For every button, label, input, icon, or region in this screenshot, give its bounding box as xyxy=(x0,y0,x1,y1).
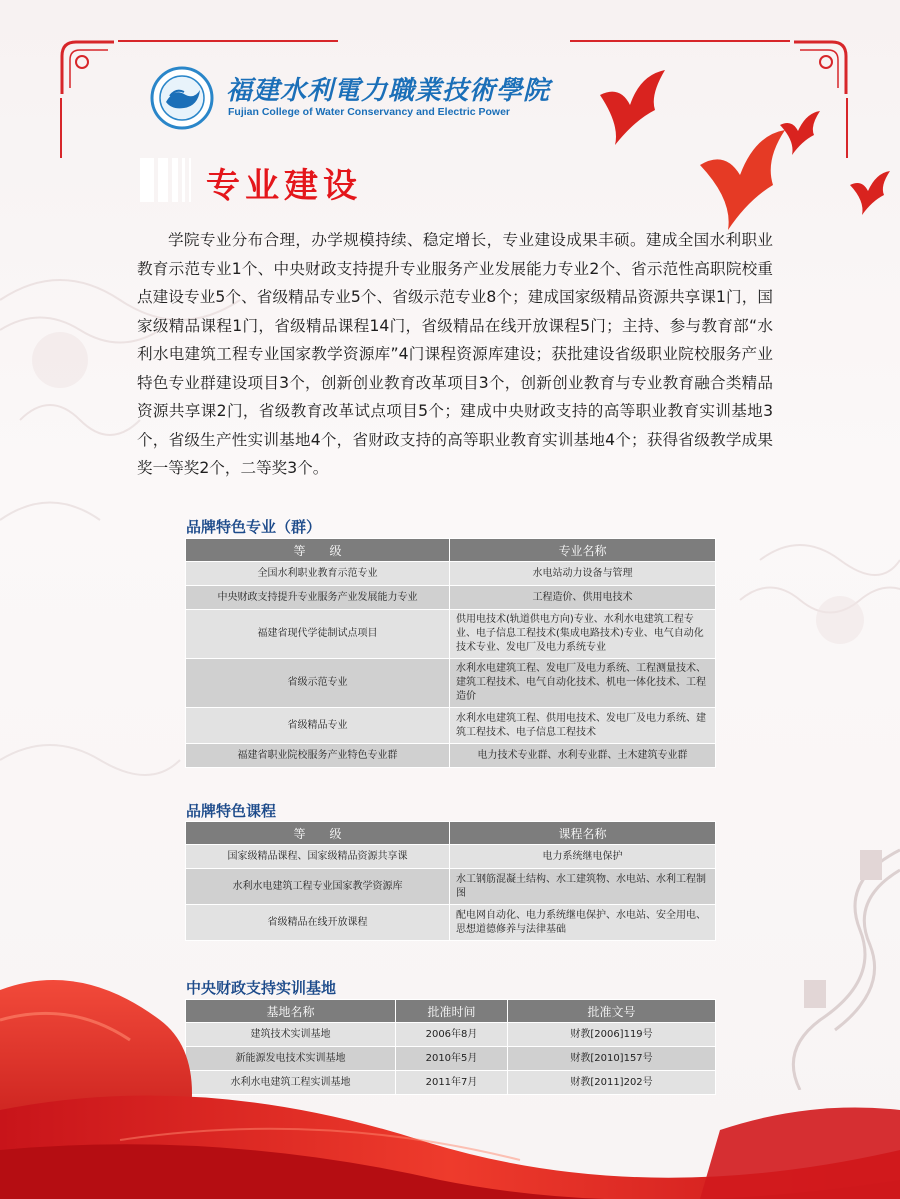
table-header-cell: 课程名称 xyxy=(450,822,716,845)
level-cell: 福建省现代学徒制试点项目 xyxy=(186,610,450,659)
brand-courses-table xyxy=(185,821,716,941)
table-header-cell: 等 级 xyxy=(186,539,450,562)
page-title: 专业建设 xyxy=(206,166,362,206)
title-bars-icon xyxy=(140,158,204,202)
top-border-line-left xyxy=(118,40,338,42)
table-header-row xyxy=(186,822,716,845)
brand-courses-title: 品牌特色课程 xyxy=(186,802,277,820)
course-cell: 电力系统继电保护 xyxy=(450,845,716,869)
approval-doc-cell: 财教[2011]202号 xyxy=(508,1071,716,1095)
table-row xyxy=(186,708,716,744)
level-cell: 中央财政支持提升专业服务产业发展能力专业 xyxy=(186,586,450,610)
training-bases-title: 中央财政支持实训基地 xyxy=(186,979,337,997)
approval-date-cell: 2011年7月 xyxy=(396,1071,508,1095)
page-title-block xyxy=(140,156,390,206)
level-cell: 省级精品在线开放课程 xyxy=(186,905,450,941)
level-cell: 福建省职业院校服务产业特色专业群 xyxy=(186,744,450,768)
base-name-cell: 新能源发电技术实训基地 xyxy=(186,1047,396,1071)
college-emblem-icon xyxy=(150,66,214,130)
approval-doc-cell: 财教[2010]157号 xyxy=(508,1047,716,1071)
approval-doc-cell: 财教[2006]119号 xyxy=(508,1023,716,1047)
level-cell: 省级精品专业 xyxy=(186,708,450,744)
table-header-cell: 批准文号 xyxy=(508,1000,716,1023)
table-header-cell: 基地名称 xyxy=(186,1000,396,1023)
table-header-row xyxy=(186,539,716,562)
table-row xyxy=(186,845,716,869)
course-cell: 配电网自动化、电力系统继电保护、水电站、安全用电、思想道德修养与法律基础 xyxy=(450,905,716,941)
table-row xyxy=(186,869,716,905)
college-name-en: Fujian College of Water Conservancy and Electric Power xyxy=(228,106,511,118)
table-row xyxy=(186,586,716,610)
table-row xyxy=(186,659,716,708)
intro-paragraph: 学院专业分布合理，办学规模持续、稳定增长，专业建设成果丰硕。建成全国水利职业教育示范专业1个、中央财政支持提升专业服务产业发展能力专业2个、省示范性高职院校重点建设专业5个、省级精品专业5个、省级示范专业8个；建成国家级精品资源共享课1门，国家级精品课程1门，省级精品课程14门，省级精品在线开放课程5门；主持、参与教育部“水利水电建筑工程专业国家教学资源库”4门课程资源库建设；获批建设省级职业院校服务产业特色专业群建设项目3个，创新创业教育改革项目3个，创新创业教育与专业教育融合类精品资源共享课2门，省级教育改革试点项目5个；建成中央财政支持的高等职业教育实训基地3个，省级生产性实训基地4个，省财政支持的高等职业教育实训基地4个；获得省级教学成果奖一等奖2个，二等奖3个。 xyxy=(137,231,773,477)
level-cell: 全国水利职业教育示范专业 xyxy=(186,562,450,586)
table-row xyxy=(186,562,716,586)
red-ribbon-decoration xyxy=(0,960,900,1199)
level-cell: 国家级精品课程、国家级精品资源共享课 xyxy=(186,845,450,869)
table-header-cell: 专业名称 xyxy=(450,539,716,562)
college-logo xyxy=(150,64,551,134)
left-border-line xyxy=(60,98,62,158)
base-name-cell: 建筑技术实训基地 xyxy=(186,1023,396,1047)
corner-ornament-left-icon xyxy=(58,38,118,98)
level-cell: 省级示范专业 xyxy=(186,659,450,708)
base-name-cell: 水利水电建筑工程实训基地 xyxy=(186,1071,396,1095)
top-border-line-right xyxy=(570,40,790,42)
table-row xyxy=(186,744,716,768)
table-header-cell: 等 级 xyxy=(186,822,450,845)
college-name-cn: 福建水利電力職業技術學院 xyxy=(226,76,551,106)
approval-date-cell: 2010年5月 xyxy=(396,1047,508,1071)
major-cell: 工程造价、供用电技术 xyxy=(450,586,716,610)
course-cell: 水工钢筋混凝土结构、水工建筑物、水电站、水利工程制图 xyxy=(450,869,716,905)
major-cell: 水利水电建筑工程、发电厂及电力系统、工程测量技术、建筑工程技术、电气自动化技术、机电一体化技术、工程造价 xyxy=(450,659,716,708)
major-cell: 水利水电建筑工程、供用电技术、发电厂及电力系统、建筑工程技术、电子信息工程技术 xyxy=(450,708,716,744)
flying-doves-icon xyxy=(570,55,900,235)
major-cell: 水电站动力设备与管理 xyxy=(450,562,716,586)
major-cell: 供用电技术(轨道供电方向)专业、水利水电建筑工程专业、电子信息工程技术(集成电路技术)专业、电气自动化技术专业、发电厂及电力系统专业 xyxy=(450,610,716,659)
level-cell: 水利水电建筑工程专业国家教学资源库 xyxy=(186,869,450,905)
table-row xyxy=(186,905,716,941)
major-cell: 电力技术专业群、水利专业群、土木建筑专业群 xyxy=(450,744,716,768)
brand-majors-table xyxy=(185,538,716,768)
approval-date-cell: 2006年8月 xyxy=(396,1023,508,1047)
table-header-cell: 批准时间 xyxy=(396,1000,508,1023)
table-row xyxy=(186,610,716,659)
brand-majors-title: 品牌特色专业（群） xyxy=(186,518,322,536)
